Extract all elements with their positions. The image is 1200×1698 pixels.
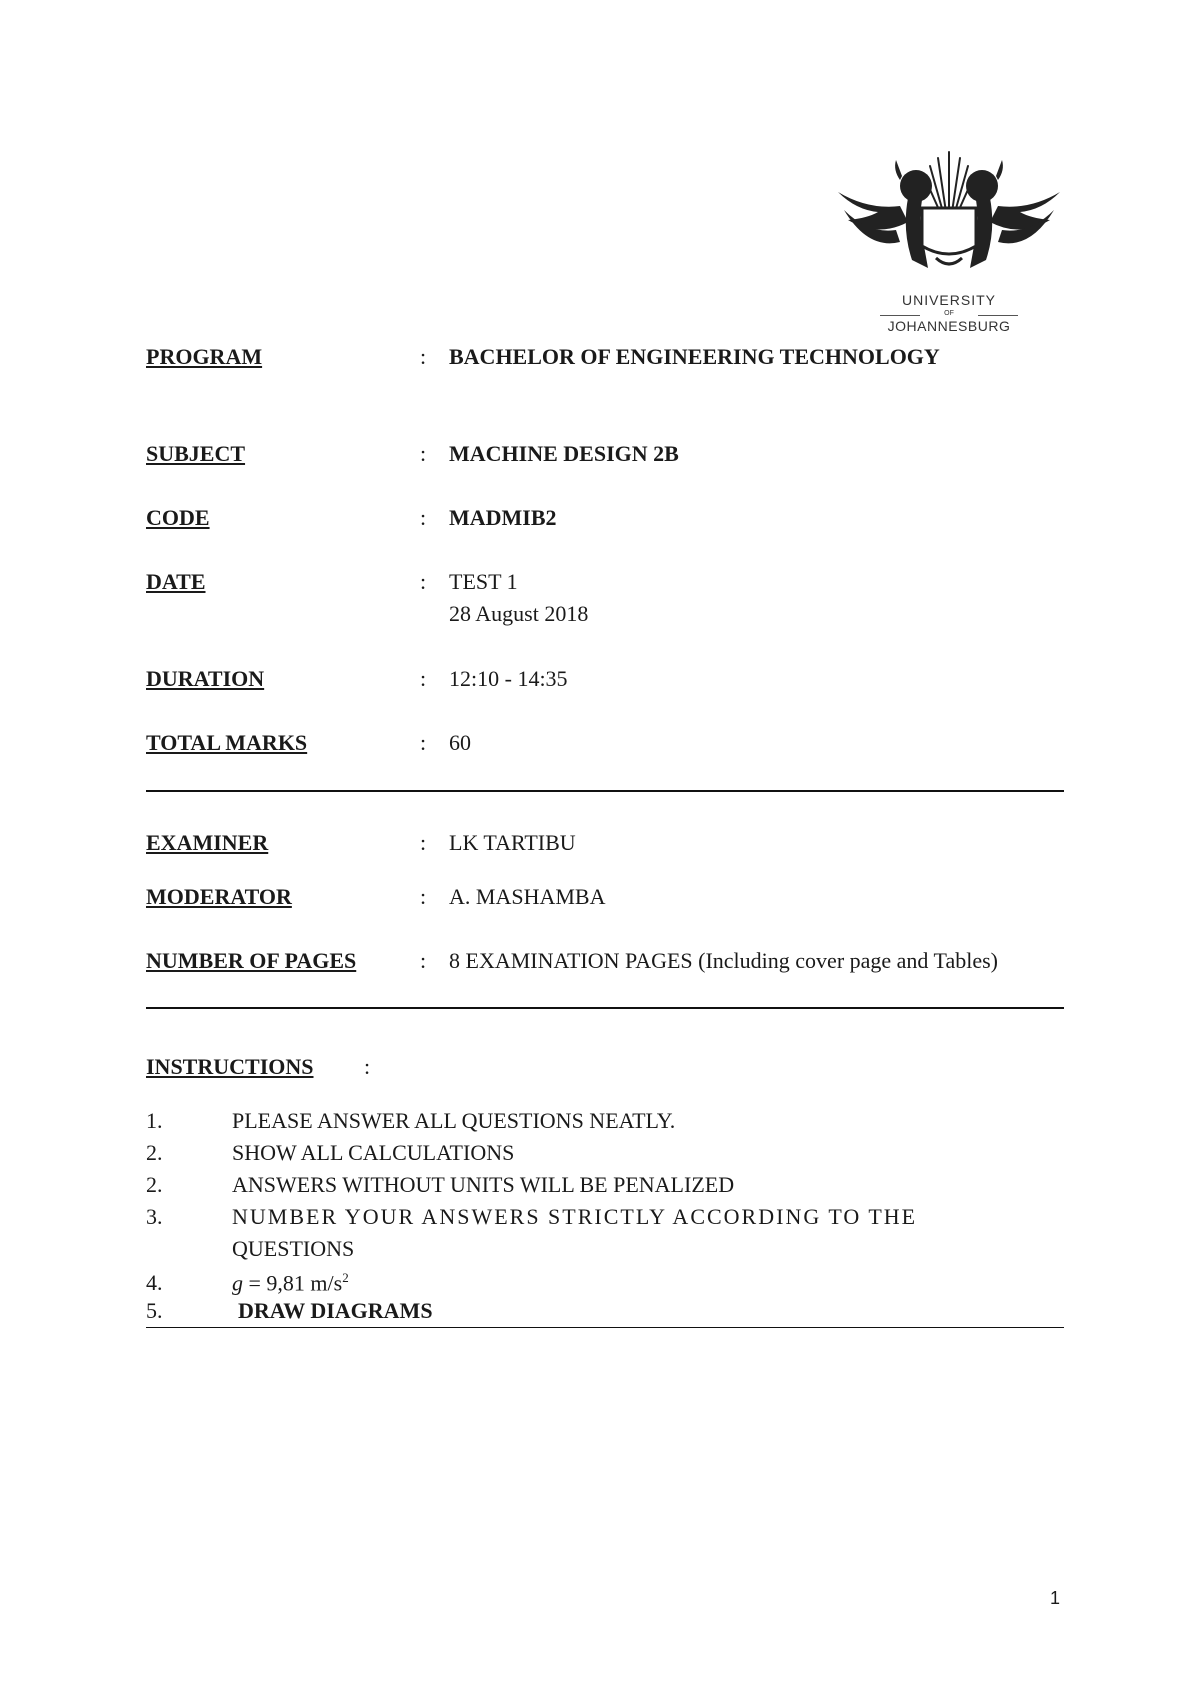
field-date	[146, 569, 1066, 631]
field-moderator	[146, 884, 1066, 912]
field-value: TEST 1	[449, 569, 518, 594]
field-value: BACHELOR OF ENGINEERING TECHNOLOGY	[449, 344, 940, 369]
field-label: PROGRAM	[146, 344, 263, 369]
instruction-text: DRAW DIAGRAMS	[238, 1298, 433, 1323]
field-number-of-pages	[146, 948, 1066, 976]
instruction-text: ANSWERS WITHOUT UNITS WILL BE PENALIZED	[232, 1172, 735, 1197]
field-value: MACHINE DESIGN 2B	[449, 441, 679, 466]
field-value: 8 EXAMINATION PAGES (Including cover page and Tables)	[449, 948, 998, 973]
field-label: TOTAL MARKS	[146, 730, 308, 755]
field-colon: :	[420, 948, 427, 973]
instruction-text: NUMBER YOUR ANSWERS STRICTLY ACCORDING TO THE	[232, 1204, 918, 1229]
field-label: EXAMINER	[146, 830, 269, 855]
field-label: SUBJECT	[146, 441, 246, 466]
divider-rule	[146, 1327, 1064, 1328]
instruction-text: PLEASE ANSWER ALL QUESTIONS NEATLY.	[232, 1108, 676, 1133]
field-value: 60	[449, 730, 471, 755]
field-subject	[146, 441, 1066, 469]
logo-text-university: UNIVERSITY	[901, 292, 996, 308]
instructions-title: INSTRUCTIONS	[146, 1054, 314, 1079]
field-value-date: 28 August 2018	[449, 601, 589, 626]
university-logo	[838, 150, 1060, 340]
field-duration	[146, 666, 1066, 694]
instruction-text: QUESTIONS	[232, 1236, 355, 1261]
field-label: CODE	[146, 505, 210, 530]
gravity-symbol: g	[232, 1270, 243, 1296]
logo-text-johannesburg: JOHANNESBURG	[887, 318, 1011, 334]
page-number: 1	[1050, 1588, 1061, 1608]
instructions-heading	[146, 1054, 371, 1080]
logo-text-of: OF	[944, 310, 954, 317]
divider-rule	[146, 790, 1064, 792]
field-colon: :	[420, 730, 427, 755]
field-value: A. MASHAMBA	[449, 884, 606, 909]
divider-rule	[146, 1007, 1064, 1009]
instruction-formula	[232, 1270, 349, 1296]
field-label: NUMBER OF PAGES	[146, 948, 357, 973]
logo-divider-right	[978, 315, 1018, 316]
instruction-number: 3.	[146, 1204, 163, 1229]
field-colon: :	[420, 830, 427, 855]
instruction-number: 2.	[146, 1172, 163, 1197]
field-label: MODERATOR	[146, 884, 292, 909]
field-value: MADMIB2	[449, 505, 557, 530]
field-value: LK TARTIBU	[449, 830, 576, 855]
exponent: 2	[342, 1270, 349, 1285]
university-crest-icon	[838, 150, 1060, 290]
instruction-number: 5.	[146, 1298, 163, 1323]
field-colon: :	[420, 569, 427, 594]
field-examiner	[146, 830, 1066, 858]
instructions-colon: :	[364, 1054, 371, 1079]
field-value: 12:10 - 14:35	[449, 666, 568, 691]
instruction-number: 4.	[146, 1270, 163, 1295]
field-program	[146, 344, 1066, 372]
gravity-value: = 9,81 m/s	[243, 1270, 343, 1296]
field-label: DATE	[146, 569, 206, 594]
instruction-text: SHOW ALL CALCULATIONS	[232, 1140, 515, 1165]
field-code	[146, 505, 1066, 533]
field-colon: :	[420, 884, 427, 909]
field-label: DURATION	[146, 666, 265, 691]
field-colon: :	[420, 441, 427, 466]
field-total-marks	[146, 730, 1066, 758]
field-colon: :	[420, 344, 427, 369]
instruction-number: 1.	[146, 1108, 163, 1133]
field-colon: :	[420, 666, 427, 691]
field-colon: :	[420, 505, 427, 530]
instruction-number: 2.	[146, 1140, 163, 1165]
